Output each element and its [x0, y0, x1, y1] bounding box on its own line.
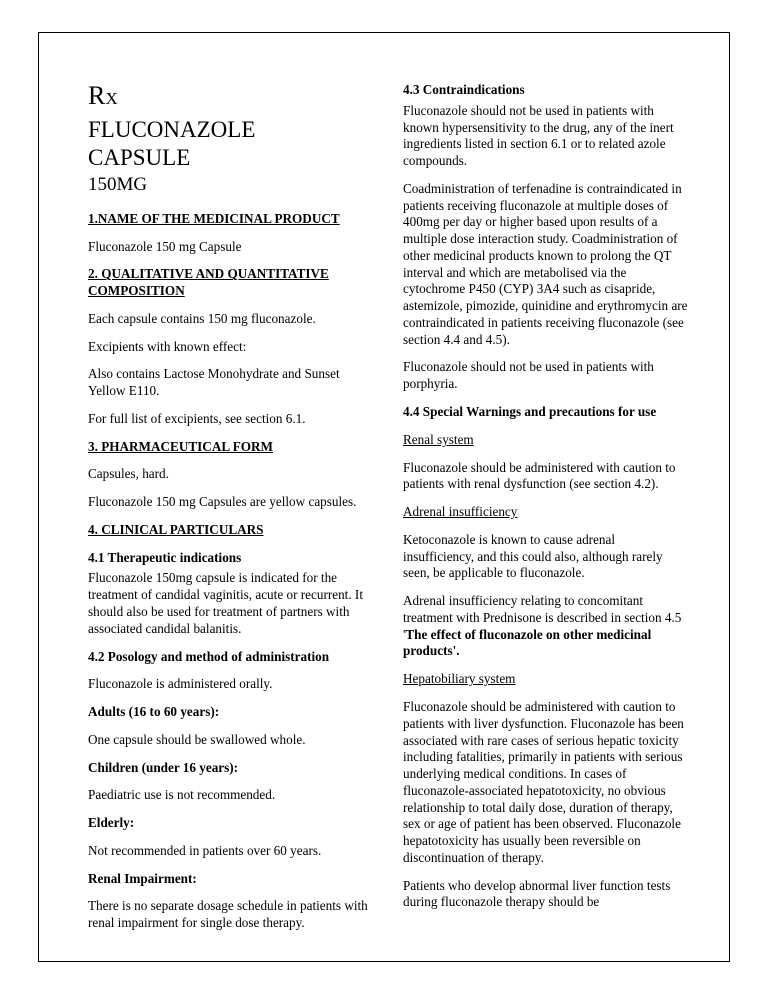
adrenal-insufficiency-paragraph-2 [403, 593, 688, 660]
section-4-3-heading: 4.3 Contraindications [403, 82, 525, 97]
page-content [88, 81, 688, 931]
children-heading: Children (under 16 years): [88, 759, 239, 775]
product-strength: 150MG [88, 173, 148, 195]
adrenal-insufficiency-paragraph-1: Ketoconazole is known to cause adrenal insufficiency, and this could also, although rarely seen, be applicable to fluconazole. [403, 531, 663, 581]
section-2-paragraph-1: Each capsule contains 150 mg fluconazole. [88, 310, 316, 326]
section-4-1-body: Fluconazole 150mg capsule is indicated for the treatment of candidal vaginitis, acute or recurrent. It should also be used for treatment of partners with associated candidal balanitis. [88, 570, 363, 636]
adrenal-insufficiency-heading: Adrenal insufficiency [403, 504, 518, 520]
section-1-heading: 1.NAME OF THE MEDICINAL PRODUCT [88, 210, 340, 226]
product-title-line1: FLUCONAZOLE [88, 116, 256, 142]
renal-system-body: Fluconazole should be administered with caution to patients with renal dysfunction (see section 4.2). [403, 459, 676, 492]
section-2-heading: 2. QUALITATIVE AND QUANTITATIVE COMPOSITION [88, 266, 329, 299]
rx-symbol-r: R [88, 81, 106, 110]
section-4-1-heading: 4.1 Therapeutic indications [88, 549, 242, 565]
renal-impairment-heading: Renal Impairment: [88, 870, 197, 886]
rx-symbol [88, 82, 373, 111]
adrenal-paragraph-2-plain: Adrenal insufficiency relating to concomitant treatment with Prednisone is described in section 4.5 ' [403, 593, 682, 642]
section-4-3-paragraph-1: Fluconazole should not be used in patients with known hypersensitivity to the drug, any of the inert ingredients listed in section 6.1 or to related azole compounds. [403, 102, 674, 169]
section-3-paragraph-1: Capsules, hard. [88, 466, 169, 482]
renal-system-heading: Renal system [403, 431, 474, 447]
right-column [403, 82, 688, 922]
hepatobiliary-system-heading: Hepatobiliary system [403, 671, 516, 687]
section-2-paragraph-3: Also contains Lactose Monohydrate and Sunset Yellow E110. [88, 366, 340, 399]
hepatobiliary-paragraph-2: Patients who develop abnormal liver function tests during fluconazole therapy should be [403, 877, 671, 910]
children-body: Paediatric use is not recommended. [88, 787, 276, 803]
adults-heading: Adults (16 to 60 years): [88, 704, 220, 720]
elderly-heading: Elderly: [88, 815, 135, 831]
renal-impairment-body: There is no separate dosage schedule in patients with renal impairment for single dose therapy. [88, 898, 368, 931]
rx-symbol-x: X [105, 89, 119, 108]
section-4-3-paragraph-3: Fluconazole should not be used in patients with porphyria. [403, 359, 654, 392]
hepatobiliary-paragraph-1: Fluconazole should be administered with caution to patients with liver dysfunction. Fluconazole has been associated with rare cases of serious hepatic toxicity including fatalities, primarily in patients with serious underlying medical conditions. In cases of fluconazole-associated hepatotoxicity, no obvious relationship to total daily dose, duration of therapy, sex or age of patient has been observed. Fluconazole hepatotoxicity has usually been reversible on discontinuation of therapy. [403, 698, 684, 865]
section-1-body: Fluconazole 150 mg Capsule [88, 238, 242, 254]
section-4-3-paragraph-2: Coadministration of terfenadine is contraindicated in patients receiving fluconazole at multiple doses of 400mg per day or higher based upon results of a multiple dose interaction study. Coadministration of other medicinal products known to prolong the QT interval and which are metabolised via the cytochrome P450 (CYP) 3A4 such as cisapride, astemizole, pimozide, quinidine and erythromycin are contraindicated in patients receiving fluconazole (see section 4.4 and 4.5). [403, 180, 688, 347]
section-4-4-heading: 4.4 Special Warnings and precautions for use [403, 404, 657, 420]
left-column [88, 81, 373, 931]
section-3-paragraph-2: Fluconazole 150 mg Capsules are yellow capsules. [88, 494, 357, 510]
section-2-paragraph-4: For full list of excipients, see section 6.1. [88, 410, 306, 426]
elderly-body: Not recommended in patients over 60 years. [88, 842, 322, 858]
adults-body: One capsule should be swallowed whole. [88, 731, 306, 747]
adrenal-paragraph-2-bold: The effect of fluconazole on other medicinal products'. [403, 626, 652, 659]
section-2-paragraph-2: Excipients with known effect: [88, 338, 247, 354]
section-4-heading: 4. CLINICAL PARTICULARS [88, 521, 264, 537]
section-3-heading: 3. PHARMACEUTICAL FORM [88, 438, 273, 454]
product-title-line2: CAPSULE [88, 145, 191, 171]
section-4-2-heading: 4.2 Posology and method of administration [88, 648, 330, 664]
section-4-2-body: Fluconazole is administered orally. [88, 676, 273, 692]
